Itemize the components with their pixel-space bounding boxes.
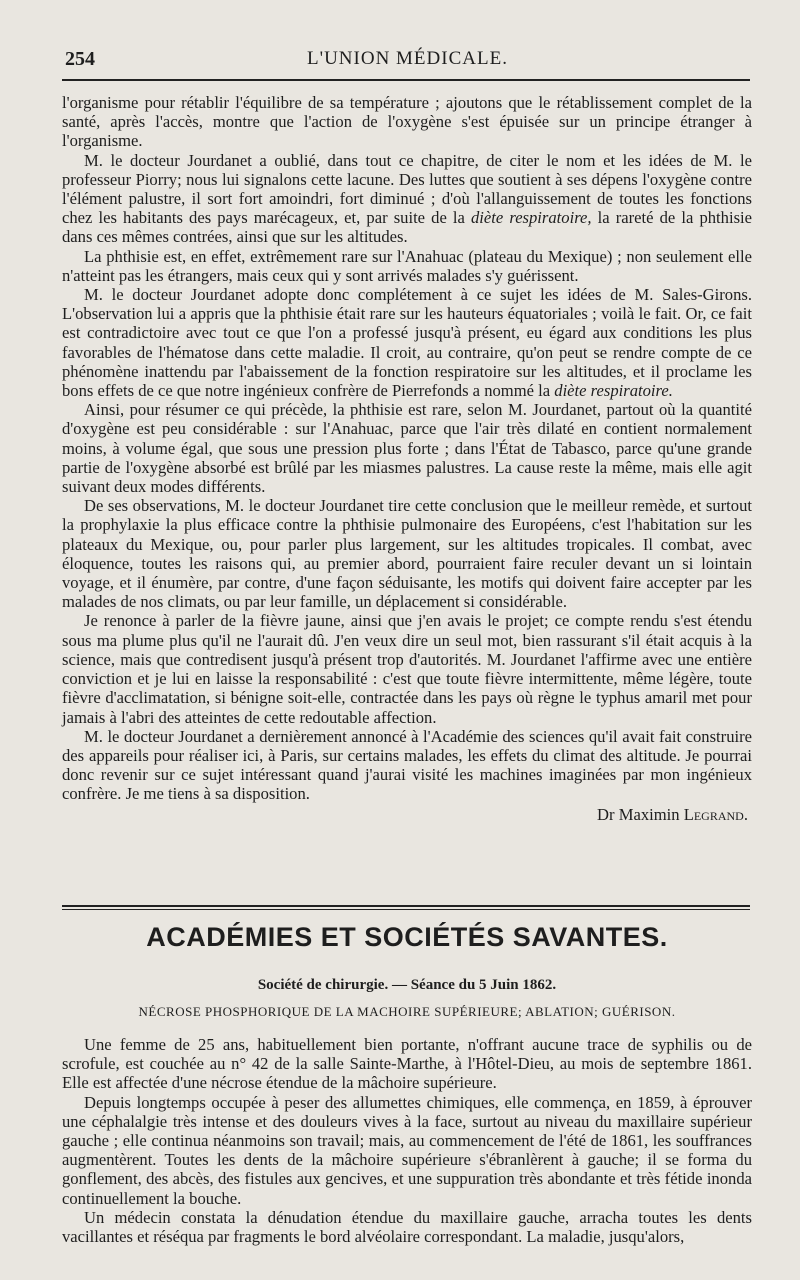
society-heading: Société de chirurgie. — Séance du 5 Juin 1862. (257, 977, 557, 993)
italic-term: diète respiratoire, (471, 208, 592, 228)
section-rule (62, 905, 750, 907)
paragraph: De ses observations, M. le docteur Jourdanet tire cette conclusion que le meilleur remède, et surtout la prophylaxie la plus efficace contre la phthisie pulmonaire des Européens, c'est l'habitation sur les plateaux du Mexique, ou, pour parler plus largement, sur les altitudes tropicales. Il combat, avec éloquence, toutes les raisons qui, au premier abord, pourraient faire reculer devant un si lointain voyage, et il énumère, par contre, d'une façon séduisante, les motifs qui doivent faire accepter par les malades de nos climats, ou par leur famille, un déplacement si considérable. (62, 496, 752, 612)
paragraph: M. le docteur Jourdanet adopte donc complétement à ce sujet les idées de M. Sales-Girons. L'observation lui a appris que la phthisie était rare sur les hauteurs équatoriales ; voilà le fait. Or, ce fait est contradictoire avec tout ce que l'on a professé jusqu'à présent, eu égard aux conditions les plus favorables de l'hématose dans cette maladie. Il croit, au contraire, qu'on peut se rendre compte de ce phénomène inattendu par l'abaissement de la fonction respiratoire sur les altitudes, et il proclame les bons effets de ce que notre ingénieux confrère de Pierrefonds a nommé la diète respiratoire. (62, 285, 752, 401)
paragraph: Un médecin constata la dénudation étendue du maxillaire gauche, arracha toutes les dents vacillantes et réséqua par fragments le bord alvéolaire correspondant. La maladie, jusqu'alors, (62, 1207, 752, 1247)
page-number: 254 (65, 48, 95, 70)
paragraph: M. le docteur Jourdanet a dernièrement annoncé à l'Académie des sciences qu'il avait fait construire des appareils pour réaliser ici, à Paris, sur certains malades, les effets du climat des altitude. Je pourrai donc revenir sur ce sujet intéressant quand j'aurai visité les machines imaginées par mon ingénieux confrère. Je me tiens à sa disposition. (62, 726, 752, 804)
paragraph: l'organisme pour rétablir l'équilibre de sa température ; ajoutons que le rétablissement complet de la santé, après l'accès, montre que l'action de l'oxygène s'est épuisée sur un principe étranger à l'organisme. (62, 93, 752, 151)
case-subheading: NÉCROSE PHOSPHORIQUE DE LA MACHOIRE SUPÉRIEURE; ABLATION; GUÉRISON. (138, 1004, 676, 1019)
paragraph: Ainsi, pour résumer ce qui précède, la phthisie est rare, selon M. Jourdanet, partout où la quantité d'oxygène est peu considérable : sur l'Anahuac, parce que l'air très dilaté en contient normalement moins, à volume égal, que sous une pression plus forte ; dans l'État de Tabasco, parce qu'une grande partie de l'oxygène absorbé est brûlé par les miasmes palustres. La cause reste la même, mais elle agit suivant deux modes différents. (62, 400, 752, 497)
header-rule (62, 79, 750, 81)
paragraph: Je renonce à parler de la fièvre jaune, ainsi que j'en avais le projet; ce compte rendu s'est étendu sous ma plume plus qu'il ne l'aurait dû. J'en veux dire un seul mot, bien rassurant s'il était acquis à la science, mais que contredisent jusqu'à présent trop d'autorités. M. Jourdanet l'affirme avec une entière conviction et je lui en laisse la responsabilité : c'est que toute fièvre intermittente, même légère, toute fièvre d'acclimatation, si bénigne soit-elle, contractée dans les pays où règne le typhus amaril met pour jamais à l'abri des atteintes de cette redoutable affection. (62, 611, 752, 727)
paragraph: Depuis longtemps occupée à peser des allumettes chimiques, elle commença, en 1859, à éprouver une céphalalgie très intense et des douleurs vives à la face, surtout au niveau du maxillaire supérieur gauche ; elle continua néanmoins son travail; mais, au commencement de l'été de 1861, les souffrances augmentèrent. Toutes les dents de la mâchoire supérieure s'ébranlèrent à gauche; il se forma du gonflement, des abcès, des fistules aux gencives, et une suppuration très abondante et très fétide inonda continuellement la bouche. (62, 1092, 752, 1208)
page-header (65, 48, 750, 74)
paragraph: M. le docteur Jourdanet a oublié, dans tout ce chapitre, de citer le nom et les idées de M. le professeur Piorry; nous lui signalons cette lacune. Des luttes que soutient à ses dépens l'oxygène contre l'élément palustre, il sort fort amoindri, fort diminué ; d'où l'allanguissement de toutes les fonctions chez les habitants des pays marécageux, et, par suite de la diète respiratoire, la rareté de la phthisie dans ces mêmes contrées, ainsi que sur les altitudes. (62, 150, 752, 247)
section-title: ACADÉMIES ET SOCIÉTÉS SAVANTES. (146, 922, 668, 952)
section-body (62, 1035, 752, 1246)
section-rule-thin (62, 909, 750, 910)
article-body (62, 93, 752, 824)
author-signature: Dr Maximin Legrand. (597, 804, 748, 824)
paragraph: Une femme de 25 ans, habituellement bien portante, n'offrant aucune trace de syphilis ou de scrofule, est couchée au n° 42 de la salle Sainte-Marthe, à l'Hôtel-Dieu, au mois de septembre 1861. Elle est affectée d'une nécrose étendue de la mâchoire supérieure. (62, 1035, 752, 1093)
italic-term: diète respiratoire. (554, 381, 673, 401)
journal-title: L'UNION MÉDICALE. (307, 48, 508, 69)
paragraph: La phthisie est, en effet, extrêmement rare sur l'Anahuac (plateau du Mexique) ; non seulement elle n'atteint pas les étrangers, mais ceux qui y sont arrivés malades s'y guérissent. (62, 246, 752, 285)
